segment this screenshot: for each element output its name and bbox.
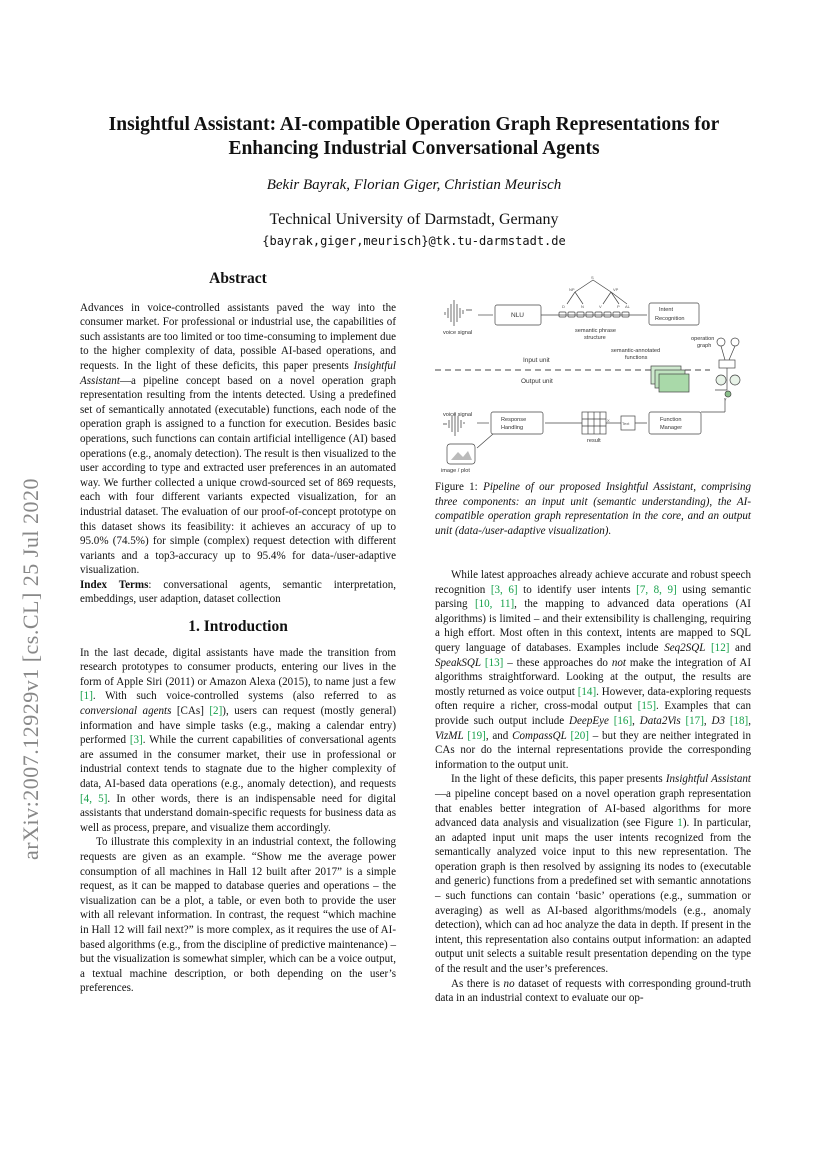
title-line-2: Enhancing Industrial Conversational Agents (228, 138, 600, 159)
text-span: ). In particular, an adapted input unit maps the user intents recognized from the semantically analyzed voice input to this new representation. The operation graph is then resolved by assigning its nodes to (executable and generic) functions from a predefined set with semantic annotations – such functions can contain ‘basic’ operations (e.g., summation or averaging) as well as AI-based algorithms/models (e.g., anomaly detection), which can ad hoc analyze the data in depth. If present in the intent, this representation also contains output information: an adapted output unit selects a suitable result presentation depending on the type of the result and the user’s preferences. (435, 817, 751, 976)
text-span: – these approaches do (503, 656, 612, 669)
text-span: , the mapping to advanced data operations (AI algorithms) is limited – and their extensibility is challenging, requiring a high effort. Most often in this context, intents are mapped to SQL query language of databases. Examples include (435, 598, 751, 654)
citation-link[interactable]: [1] (80, 690, 93, 703)
intro-paragraph-2: To illustrate this complexity in an industrial context, the following requests are given as an example. “Show me the average power consumption of all machines in Hall 12 built after 2017” is a simple request, as it can be mapped to database queries and operations – the visualization can be a plot, a table, or even both to provide the user with all relevant information. In contrast, the request “which machine in Hall 12 will fail next?” is more complex, as it requires the use of AI-based algorithms (e.g., from the discipline of predictive maintenance) – but the visualization is somewhat simpler, which can be a voice output, a textual machine description, or both depending on the user’s preferences. (80, 836, 396, 995)
semantic-annotated-label: semantic-annotated (611, 348, 661, 354)
text-span: . With such voice-controlled systems (also referred to as (92, 690, 396, 703)
operation-label: operation (691, 336, 715, 342)
index-terms (80, 578, 396, 607)
abstract-heading: Abstract (209, 270, 267, 287)
citation-link[interactable]: [4, 5] (80, 792, 108, 805)
parse-node-d: D (562, 304, 565, 309)
citation-link[interactable]: [16] (608, 714, 633, 727)
semantic-phrase-label: semantic phrase (575, 328, 617, 334)
caption-label: Figure 1: (435, 481, 484, 493)
text-span: , (703, 714, 712, 727)
citation-link[interactable]: [7, 8, 9] (636, 583, 677, 596)
parse-tree-icon (559, 280, 629, 317)
manager-label: Manager (660, 425, 683, 431)
citation-link[interactable]: [12] (705, 641, 730, 654)
italic-span: Insightful Assistant (665, 773, 751, 786)
text-span: ), users can request (mostly general) information and have simple tasks (e.g., making a calendar entry) performed (80, 705, 396, 747)
italic-span: CompassQL (512, 729, 567, 742)
email[interactable]: {bayrak,giger,meurisch}@tk.tu-darmstadt.de (262, 234, 566, 248)
graph-node-y: Y (724, 397, 727, 402)
citation-link[interactable]: [15] (637, 700, 657, 713)
citation-link[interactable]: [10, 11] (474, 598, 515, 611)
citation-link[interactable]: [19] (463, 729, 486, 742)
italic-span: not (611, 656, 626, 669)
figure-ref-link[interactable]: 1 (677, 817, 683, 830)
italic-span: no (503, 977, 515, 990)
text-span: . In other words, there is an indispensable need for digital assistants that understand domain-specific requests for business data as well as process, prepare, and visualize them accordingly. (80, 792, 396, 834)
citation-link[interactable]: [2] (209, 705, 223, 718)
text-span: , and (485, 729, 513, 742)
graph-label: graph (697, 343, 712, 349)
structure-label: structure (584, 335, 606, 341)
text-span: In the light of these deficits, this paper presents (451, 773, 666, 786)
italic-span: SpeakSQL (435, 656, 482, 669)
input-unit-label: Input unit (523, 357, 550, 364)
caption-text: Pipeline of our proposed Insightful Assistant, comprising three components: an input unit (semantic understanding), the AI-compatible operation graph representation in the core, and an output unit (data-/user-adaptive visualization). (435, 481, 752, 537)
result-x-label: X (607, 418, 610, 423)
image-plot-label: image / plot (441, 468, 470, 474)
response-label: Response (501, 417, 527, 423)
citation-link[interactable]: [18] (725, 714, 749, 727)
right-paragraph-3 (435, 977, 751, 1006)
result-table-icon (582, 412, 606, 434)
recognition-label: Recognition (655, 316, 685, 322)
text-span: —a pipeline concept based on a novel operation graph representation that enables better integration of AI-based algorithms for more advanced data analysis and visualization (see Figure (435, 787, 751, 830)
function-label: Function (660, 417, 682, 423)
left-column (80, 272, 396, 996)
text-span: make the integration of AI algorithms straightforward. Looking at the output, the results are mostly returned as voice output (435, 656, 751, 698)
text-span: [CAs] (171, 705, 210, 718)
text-span: , (632, 714, 640, 727)
citation-link[interactable]: [17] (680, 714, 704, 727)
parse-node-v: V (599, 304, 602, 309)
arxiv-identifier[interactable]: arXiv:2007.12929v1 [cs.CL] 25 Jul 2020 (18, 478, 43, 860)
italic-span: Seq2SQL (664, 641, 706, 654)
result-label: result (587, 438, 601, 444)
output-unit-label: Output unit (521, 378, 553, 385)
affiliation: Technical University of Darmstadt, Germany (269, 211, 559, 228)
intro-paragraph-1 (80, 646, 396, 836)
text-span: . While the current capabilities of conversational agents are assumed in the consumer market, their use in professional or industrial context tends to stagnate due to the higher complexity of data, AI-based data operations (e.g., anomaly detection), and requests (80, 734, 396, 790)
annotated-functions-stack-icon (651, 366, 689, 392)
text-span: As there is (451, 977, 504, 990)
title-line-1: Insightful Assistant: AI-compatible Operation Graph Representations for (108, 114, 720, 135)
image-plot-icon (447, 444, 475, 464)
right-column (435, 568, 751, 1006)
citation-link[interactable]: [13] (481, 656, 504, 669)
parse-node-n: N (581, 304, 584, 309)
text-span: , (748, 714, 751, 727)
italic-span: DeepEye (569, 714, 609, 727)
citation-link[interactable]: [20] (566, 729, 589, 742)
nlu-label: NLU (511, 312, 525, 319)
right-paragraph-1 (435, 568, 751, 772)
right-paragraph-2 (435, 772, 751, 976)
index-terms-text: : conversational agents, semantic interpretation, embeddings, user adaption, dataset collection (80, 578, 396, 606)
abstract-span: —a pipeline concept based on a novel operation graph representation resulting from the intents detected. Using a predefined set of semantically annotated (executable) functions, each node of the operation graph is assigned to a function for execution. Besides basic operations, such functions can contain artificial intelligence (AI) based operations (e.g., anomaly detection). The result is then visualized to the user according to type and extracted user preferences in an automated way. We further collected a unique crowd-sourced set of 869 requests, each with four different variants expected visualization, for an industrial dataset. The evaluation of our proof-of-concept prototype on this dataset shows its feasibility: it achieves an accuracy of up to 95.0% (74.5%) for simple (complex) request detection with different variants and a top3-accuracy up to 95.4% for data-/user-adaptive visualization. (80, 374, 396, 577)
text-span: using semantic parsing (435, 583, 751, 611)
operation-graph-icon (715, 338, 740, 397)
parse-node-p: P (617, 304, 620, 309)
voice-waveform-icon (443, 300, 475, 326)
text-span: and (729, 641, 751, 654)
italic-span: VizML (435, 729, 464, 742)
parse-node-np: NP (569, 287, 575, 292)
text-span: – but they are neither integrated in CAs nor do the internal representations provide the corresponding information to the output unit. (435, 729, 751, 771)
parse-node-s: S (591, 275, 594, 280)
citation-link[interactable]: [3] (129, 734, 143, 747)
text-span: dataset of requests with corresponding ground-truth data in an industrial context to evaluate our op- (435, 977, 751, 1005)
text-span: While latest approaches already achieve accurate and robust speech recognition (435, 569, 751, 596)
citation-link[interactable]: [3, 6] (490, 583, 518, 596)
authors: Bekir Bayrak, Florian Giger, Christian Meurisch (266, 177, 562, 193)
intent-label: Intent (659, 307, 673, 313)
figure-1-pipeline-diagram (435, 270, 751, 474)
italic-span: D3 (711, 714, 725, 727)
italic-span: Data2Vis (639, 714, 681, 727)
parse-node-vp: VP (613, 287, 619, 292)
italic-span: conversional agents (80, 705, 172, 718)
citation-link[interactable]: [14] (577, 685, 597, 698)
index-terms-label: Index Terms (80, 578, 149, 591)
functions-label: functions (625, 355, 648, 361)
text-span: . However, data-exploring requests often require a richer, cross-modal output (435, 685, 752, 713)
handling-label: Handling (501, 425, 524, 431)
parse-node-al: AL (625, 304, 630, 309)
figure-1-caption (435, 480, 751, 538)
voice-signal-label: voice signal (443, 330, 473, 336)
result-text-label: Text (622, 421, 630, 426)
abstract-span: Advances in voice-controlled assistants paved the way into the consumer market. For professional or industrial use, the capabilities of such assistants are too limited or too time-consuming to implement due to the higher complexity of data, possible AI-based operations, and requests. In the light of these deficits, this paper presents (80, 301, 396, 372)
text-span: . Examples that can provide such output include (435, 700, 751, 727)
abstract-italic: Insightful Assistant (80, 359, 396, 387)
text-span: to identify user intents (517, 583, 637, 596)
intro-heading: 1. Introduction (188, 618, 288, 636)
voice-signal-output-label: voice signal (443, 412, 473, 418)
text-span: In the last decade, digital assistants have made the transition from research prototypes to consumer products, entering our lives in the form of Apple Siri (2011) or Amazon Alexa (2015), to name just a few (80, 646, 396, 688)
abstract-text (80, 301, 396, 578)
paper-title (60, 113, 768, 161)
